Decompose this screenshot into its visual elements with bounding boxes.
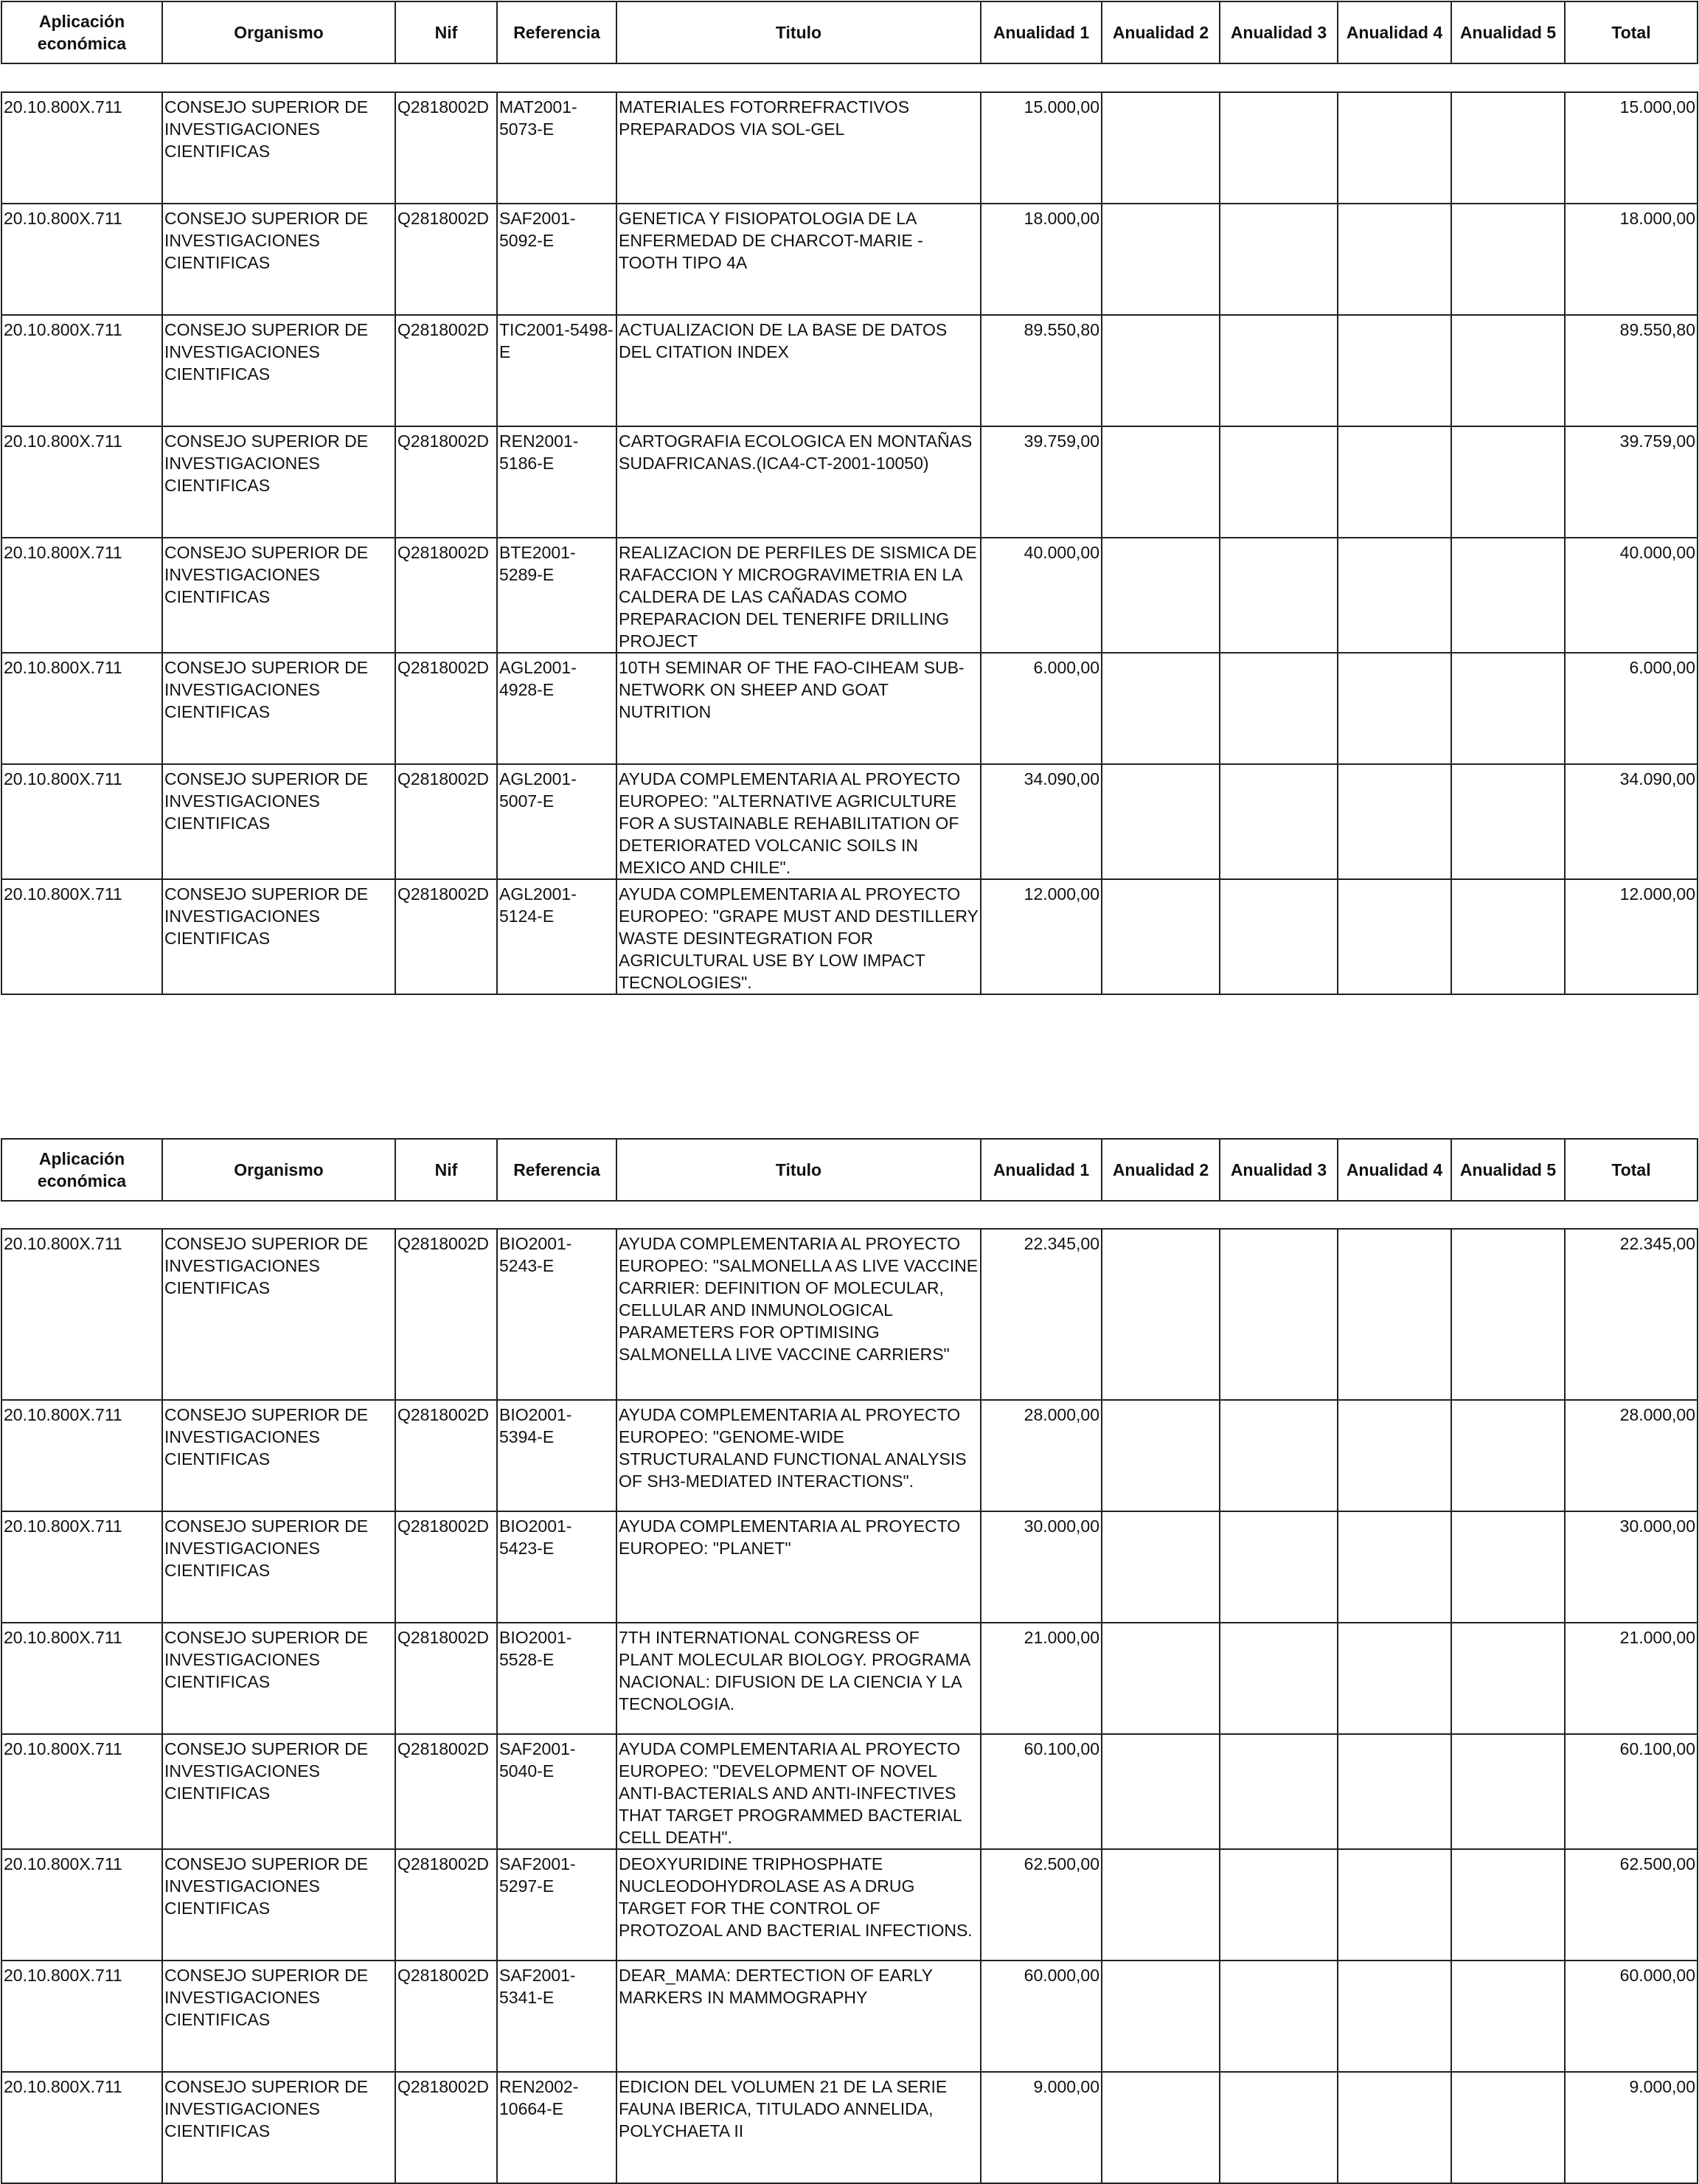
- cell-anualidad-2: [1102, 92, 1220, 204]
- cell-nif: Q2818002D: [395, 2072, 497, 2183]
- cell-titulo: AYUDA COMPLEMENTARIA AL PROYECTO EUROPEO: "GRAPE MUST AND DESTILLERY WASTE DESINTEGRATION FOR AGRICULTURAL USE BY LOW IMPACT TECNOLOGIES".: [616, 879, 981, 994]
- cell-nif: Q2818002D: [395, 426, 497, 538]
- cell-anualidad-3: [1220, 1961, 1338, 2072]
- table-row: [1, 1400, 1698, 1511]
- cell-aplicacion-economica: 20.10.800X.711: [1, 92, 162, 204]
- table-row: [1, 92, 1698, 204]
- column-header-referencia: Referencia: [497, 1, 616, 63]
- table-row: [1, 1511, 1698, 1623]
- data-table: [1, 1228, 1698, 2184]
- cell-aplicacion-economica: 20.10.800X.711: [1, 204, 162, 315]
- cell-organismo: CONSEJO SUPERIOR DE INVESTIGACIONES CIENTIFICAS: [162, 1734, 395, 1849]
- cell-aplicacion-economica: 20.10.800X.711: [1, 1229, 162, 1400]
- table-row: [1, 1623, 1698, 1734]
- cell-anualidad-1: 60.000,00: [981, 1961, 1102, 2072]
- cell-nif: Q2818002D: [395, 764, 497, 879]
- column-header-anualidad-3: Anualidad 3: [1220, 1, 1338, 63]
- cell-anualidad-4: [1338, 538, 1451, 653]
- cell-nif: Q2818002D: [395, 1623, 497, 1734]
- cell-anualidad-4: [1338, 2072, 1451, 2183]
- cell-anualidad-3: [1220, 1734, 1338, 1849]
- cell-nif: Q2818002D: [395, 204, 497, 315]
- cell-anualidad-2: [1102, 1849, 1220, 1961]
- cell-anualidad-4: [1338, 1511, 1451, 1623]
- cell-organismo: CONSEJO SUPERIOR DE INVESTIGACIONES CIENTIFICAS: [162, 653, 395, 764]
- cell-aplicacion-economica: 20.10.800X.711: [1, 538, 162, 653]
- cell-nif: Q2818002D: [395, 1961, 497, 2072]
- cell-anualidad-4: [1338, 1623, 1451, 1734]
- cell-aplicacion-economica: 20.10.800X.711: [1, 1961, 162, 2072]
- cell-anualidad-4: [1338, 879, 1451, 994]
- cell-organismo: CONSEJO SUPERIOR DE INVESTIGACIONES CIENTIFICAS: [162, 1400, 395, 1511]
- table-row: [1, 1849, 1698, 1961]
- table-row: [1, 653, 1698, 764]
- cell-referencia: TIC2001-5498-E: [497, 315, 616, 426]
- cell-titulo: 7TH INTERNATIONAL CONGRESS OF PLANT MOLECULAR BIOLOGY. PROGRAMA NACIONAL: DIFUSION DE LA CIENCIA Y LA TECNOLOGIA.: [616, 1623, 981, 1734]
- cell-titulo: AYUDA COMPLEMENTARIA AL PROYECTO EUROPEO: "DEVELOPMENT OF NOVEL ANTI-BACTERIALS AND ANTI-INFECTIVES THAT TARGET PROGRAMMED BACTERIAL CELL DEATH".: [616, 1734, 981, 1849]
- cell-anualidad-5: [1451, 1400, 1565, 1511]
- cell-titulo: REALIZACION DE PERFILES DE SISMICA DE RAFACCION Y MICROGRAVIMETRIA EN LA CALDERA DE LAS CAÑADAS COMO PREPARACION DEL TENERIFE DRILLING PROJECT: [616, 538, 981, 653]
- cell-anualidad-5: [1451, 1229, 1565, 1400]
- cell-titulo: EDICION DEL VOLUMEN 21 DE LA SERIE FAUNA IBERICA, TITULADO ANNELIDA, POLYCHAETA II: [616, 2072, 981, 2183]
- header-table: [1, 1, 1698, 64]
- cell-organismo: CONSEJO SUPERIOR DE INVESTIGACIONES CIENTIFICAS: [162, 1229, 395, 1400]
- table-row: [1, 538, 1698, 653]
- cell-aplicacion-economica: 20.10.800X.711: [1, 315, 162, 426]
- cell-referencia: MAT2001-5073-E: [497, 92, 616, 204]
- cell-total: 89.550,80: [1565, 315, 1698, 426]
- cell-titulo: MATERIALES FOTORREFRACTIVOS PREPARADOS VIA SOL-GEL: [616, 92, 981, 204]
- cell-nif: Q2818002D: [395, 879, 497, 994]
- cell-anualidad-2: [1102, 1400, 1220, 1511]
- cell-anualidad-5: [1451, 1623, 1565, 1734]
- cell-total: 39.759,00: [1565, 426, 1698, 538]
- column-header-total: Total: [1565, 1139, 1698, 1201]
- cell-organismo: CONSEJO SUPERIOR DE INVESTIGACIONES CIENTIFICAS: [162, 315, 395, 426]
- cell-anualidad-5: [1451, 426, 1565, 538]
- cell-organismo: CONSEJO SUPERIOR DE INVESTIGACIONES CIENTIFICAS: [162, 1849, 395, 1961]
- cell-total: 60.100,00: [1565, 1734, 1698, 1849]
- cell-anualidad-1: 40.000,00: [981, 538, 1102, 653]
- cell-total: 30.000,00: [1565, 1511, 1698, 1623]
- column-header-organismo: Organismo: [162, 1139, 395, 1201]
- cell-nif: Q2818002D: [395, 538, 497, 653]
- cell-referencia: AGL2001-5007-E: [497, 764, 616, 879]
- cell-anualidad-2: [1102, 426, 1220, 538]
- cell-aplicacion-economica: 20.10.800X.711: [1, 1511, 162, 1623]
- cell-anualidad-2: [1102, 764, 1220, 879]
- cell-titulo: CARTOGRAFIA ECOLOGICA EN MONTAÑAS SUDAFRICANAS.(ICA4-CT-2001-10050): [616, 426, 981, 538]
- cell-referencia: REN2001-5186-E: [497, 426, 616, 538]
- cell-titulo: AYUDA COMPLEMENTARIA AL PROYECTO EUROPEO: "ALTERNATIVE AGRICULTURE FOR A SUSTAINABLE REHABILITATION OF DETERIORATED VOLCANIC SOILS IN MEXICO AND CHILE".: [616, 764, 981, 879]
- cell-titulo: AYUDA COMPLEMENTARIA AL PROYECTO EUROPEO: "PLANET": [616, 1511, 981, 1623]
- cell-aplicacion-economica: 20.10.800X.711: [1, 1734, 162, 1849]
- cell-anualidad-1: 18.000,00: [981, 204, 1102, 315]
- column-header-anualidad-2: Anualidad 2: [1102, 1139, 1220, 1201]
- table-row: [1, 204, 1698, 315]
- cell-aplicacion-economica: 20.10.800X.711: [1, 1623, 162, 1734]
- cell-organismo: CONSEJO SUPERIOR DE INVESTIGACIONES CIENTIFICAS: [162, 1623, 395, 1734]
- table-row: [1, 426, 1698, 538]
- cell-anualidad-4: [1338, 426, 1451, 538]
- column-header-titulo: Titulo: [616, 1, 981, 63]
- column-header-nif: Nif: [395, 1139, 497, 1201]
- table-row: [1, 1229, 1698, 1400]
- cell-anualidad-1: 21.000,00: [981, 1623, 1102, 1734]
- cell-anualidad-5: [1451, 764, 1565, 879]
- cell-nif: Q2818002D: [395, 1511, 497, 1623]
- cell-anualidad-3: [1220, 1511, 1338, 1623]
- cell-referencia: BIO2001-5243-E: [497, 1229, 616, 1400]
- cell-total: 18.000,00: [1565, 204, 1698, 315]
- cell-anualidad-2: [1102, 879, 1220, 994]
- cell-anualidad-3: [1220, 1229, 1338, 1400]
- cell-referencia: BIO2001-5394-E: [497, 1400, 616, 1511]
- cell-anualidad-1: 62.500,00: [981, 1849, 1102, 1961]
- column-header-aplicacion-economica: Aplicación económica: [1, 1, 162, 63]
- cell-referencia: SAF2001-5297-E: [497, 1849, 616, 1961]
- cell-total: 60.000,00: [1565, 1961, 1698, 2072]
- cell-anualidad-4: [1338, 764, 1451, 879]
- cell-referencia: BIO2001-5423-E: [497, 1511, 616, 1623]
- cell-nif: Q2818002D: [395, 1734, 497, 1849]
- cell-aplicacion-economica: 20.10.800X.711: [1, 1849, 162, 1961]
- cell-nif: Q2818002D: [395, 1229, 497, 1400]
- cell-organismo: CONSEJO SUPERIOR DE INVESTIGACIONES CIENTIFICAS: [162, 204, 395, 315]
- cell-total: 62.500,00: [1565, 1849, 1698, 1961]
- cell-referencia: BIO2001-5528-E: [497, 1623, 616, 1734]
- table-row: [1, 764, 1698, 879]
- cell-anualidad-3: [1220, 315, 1338, 426]
- cell-anualidad-5: [1451, 538, 1565, 653]
- cell-anualidad-3: [1220, 653, 1338, 764]
- column-header-organismo: Organismo: [162, 1, 395, 63]
- cell-titulo: 10TH SEMINAR OF THE FAO-CIHEAM SUB-NETWORK ON SHEEP AND GOAT NUTRITION: [616, 653, 981, 764]
- cell-organismo: CONSEJO SUPERIOR DE INVESTIGACIONES CIENTIFICAS: [162, 538, 395, 653]
- cell-anualidad-1: 12.000,00: [981, 879, 1102, 994]
- cell-total: 34.090,00: [1565, 764, 1698, 879]
- column-header-total: Total: [1565, 1, 1698, 63]
- column-header-anualidad-5: Anualidad 5: [1451, 1, 1565, 63]
- cell-anualidad-3: [1220, 1623, 1338, 1734]
- data-table: [1, 91, 1698, 995]
- cell-anualidad-3: [1220, 2072, 1338, 2183]
- column-header-anualidad-1: Anualidad 1: [981, 1139, 1102, 1201]
- cell-anualidad-5: [1451, 879, 1565, 994]
- cell-anualidad-2: [1102, 1623, 1220, 1734]
- cell-anualidad-1: 30.000,00: [981, 1511, 1102, 1623]
- column-header-anualidad-3: Anualidad 3: [1220, 1139, 1338, 1201]
- cell-anualidad-4: [1338, 1734, 1451, 1849]
- cell-anualidad-1: 60.100,00: [981, 1734, 1102, 1849]
- cell-aplicacion-economica: 20.10.800X.711: [1, 1400, 162, 1511]
- cell-anualidad-5: [1451, 1734, 1565, 1849]
- table-row: [1, 315, 1698, 426]
- cell-referencia: SAF2001-5040-E: [497, 1734, 616, 1849]
- cell-anualidad-3: [1220, 426, 1338, 538]
- table-row: [1, 879, 1698, 994]
- cell-anualidad-3: [1220, 1400, 1338, 1511]
- cell-referencia: BTE2001-5289-E: [497, 538, 616, 653]
- cell-anualidad-2: [1102, 315, 1220, 426]
- cell-anualidad-5: [1451, 653, 1565, 764]
- cell-aplicacion-economica: 20.10.800X.711: [1, 764, 162, 879]
- cell-anualidad-4: [1338, 204, 1451, 315]
- cell-total: 9.000,00: [1565, 2072, 1698, 2183]
- column-header-anualidad-4: Anualidad 4: [1338, 1139, 1451, 1201]
- cell-anualidad-2: [1102, 1511, 1220, 1623]
- cell-nif: Q2818002D: [395, 1849, 497, 1961]
- cell-anualidad-1: 39.759,00: [981, 426, 1102, 538]
- column-header-anualidad-2: Anualidad 2: [1102, 1, 1220, 63]
- cell-total: 21.000,00: [1565, 1623, 1698, 1734]
- column-header-anualidad-4: Anualidad 4: [1338, 1, 1451, 63]
- cell-anualidad-5: [1451, 1511, 1565, 1623]
- cell-anualidad-2: [1102, 2072, 1220, 2183]
- header-table: [1, 1138, 1698, 1202]
- cell-anualidad-3: [1220, 538, 1338, 653]
- cell-anualidad-2: [1102, 653, 1220, 764]
- cell-organismo: CONSEJO SUPERIOR DE INVESTIGACIONES CIENTIFICAS: [162, 426, 395, 538]
- cell-anualidad-2: [1102, 1734, 1220, 1849]
- cell-anualidad-3: [1220, 764, 1338, 879]
- cell-titulo: GENETICA Y FISIOPATOLOGIA DE LA ENFERMEDAD DE CHARCOT-MARIE - TOOTH TIPO 4A: [616, 204, 981, 315]
- cell-titulo: DEOXYURIDINE TRIPHOSPHATE NUCLEODOHYDROLASE AS A DRUG TARGET FOR THE CONTROL OF PROTOZOAL AND BACTERIAL INFECTIONS.: [616, 1849, 981, 1961]
- cell-anualidad-1: 89.550,80: [981, 315, 1102, 426]
- column-header-aplicacion-economica: Aplicación económica: [1, 1139, 162, 1201]
- cell-total: 40.000,00: [1565, 538, 1698, 653]
- cell-titulo: DEAR_MAMA: DERTECTION OF EARLY MARKERS IN MAMMOGRAPHY: [616, 1961, 981, 2072]
- table-row: [1, 2072, 1698, 2183]
- cell-referencia: REN2002-10664-E: [497, 2072, 616, 2183]
- cell-anualidad-3: [1220, 92, 1338, 204]
- cell-anualidad-2: [1102, 1961, 1220, 2072]
- cell-anualidad-4: [1338, 315, 1451, 426]
- cell-aplicacion-economica: 20.10.800X.711: [1, 2072, 162, 2183]
- cell-anualidad-5: [1451, 1961, 1565, 2072]
- cell-total: 6.000,00: [1565, 653, 1698, 764]
- table-row: [1, 1734, 1698, 1849]
- cell-anualidad-5: [1451, 2072, 1565, 2183]
- cell-referencia: SAF2001-5341-E: [497, 1961, 616, 2072]
- cell-anualidad-5: [1451, 1849, 1565, 1961]
- cell-titulo: AYUDA COMPLEMENTARIA AL PROYECTO EUROPEO: "GENOME-WIDE STRUCTURALAND FUNCTIONAL ANALYSIS OF SH3-MEDIATED INTERACTIONS".: [616, 1400, 981, 1511]
- cell-anualidad-2: [1102, 204, 1220, 315]
- cell-titulo: AYUDA COMPLEMENTARIA AL PROYECTO EUROPEO: "SALMONELLA AS LIVE VACCINE CARRIER: DEFINITION OF MOLECULAR, CELLULAR AND INMUNOLOGICAL PARAMETERS FOR OPTIMISING SALMONELLA LIVE VACCINE CARRIERS": [616, 1229, 981, 1400]
- cell-organismo: CONSEJO SUPERIOR DE INVESTIGACIONES CIENTIFICAS: [162, 1511, 395, 1623]
- cell-anualidad-4: [1338, 92, 1451, 204]
- cell-anualidad-2: [1102, 538, 1220, 653]
- table-row: [1, 1961, 1698, 2072]
- cell-anualidad-4: [1338, 1229, 1451, 1400]
- cell-total: 28.000,00: [1565, 1400, 1698, 1511]
- cell-organismo: CONSEJO SUPERIOR DE INVESTIGACIONES CIENTIFICAS: [162, 1961, 395, 2072]
- cell-organismo: CONSEJO SUPERIOR DE INVESTIGACIONES CIENTIFICAS: [162, 92, 395, 204]
- cell-titulo: ACTUALIZACION DE LA BASE DE DATOS DEL CITATION INDEX: [616, 315, 981, 426]
- cell-nif: Q2818002D: [395, 92, 497, 204]
- cell-organismo: CONSEJO SUPERIOR DE INVESTIGACIONES CIENTIFICAS: [162, 764, 395, 879]
- cell-aplicacion-economica: 20.10.800X.711: [1, 426, 162, 538]
- cell-referencia: AGL2001-5124-E: [497, 879, 616, 994]
- cell-anualidad-3: [1220, 204, 1338, 315]
- cell-anualidad-4: [1338, 1849, 1451, 1961]
- cell-organismo: CONSEJO SUPERIOR DE INVESTIGACIONES CIENTIFICAS: [162, 2072, 395, 2183]
- cell-nif: Q2818002D: [395, 653, 497, 764]
- cell-referencia: AGL2001-4928-E: [497, 653, 616, 764]
- cell-anualidad-4: [1338, 1400, 1451, 1511]
- column-header-titulo: Titulo: [616, 1139, 981, 1201]
- cell-anualidad-5: [1451, 315, 1565, 426]
- cell-nif: Q2818002D: [395, 1400, 497, 1511]
- cell-anualidad-1: 6.000,00: [981, 653, 1102, 764]
- cell-anualidad-2: [1102, 1229, 1220, 1400]
- cell-anualidad-1: 22.345,00: [981, 1229, 1102, 1400]
- cell-total: 22.345,00: [1565, 1229, 1698, 1400]
- cell-anualidad-3: [1220, 1849, 1338, 1961]
- cell-anualidad-4: [1338, 653, 1451, 764]
- cell-anualidad-1: 28.000,00: [981, 1400, 1102, 1511]
- cell-total: 15.000,00: [1565, 92, 1698, 204]
- column-header-referencia: Referencia: [497, 1139, 616, 1201]
- cell-organismo: CONSEJO SUPERIOR DE INVESTIGACIONES CIENTIFICAS: [162, 879, 395, 994]
- cell-anualidad-5: [1451, 92, 1565, 204]
- cell-anualidad-1: 34.090,00: [981, 764, 1102, 879]
- cell-aplicacion-economica: 20.10.800X.711: [1, 879, 162, 994]
- cell-anualidad-1: 9.000,00: [981, 2072, 1102, 2183]
- cell-total: 12.000,00: [1565, 879, 1698, 994]
- column-header-anualidad-1: Anualidad 1: [981, 1, 1102, 63]
- cell-anualidad-1: 15.000,00: [981, 92, 1102, 204]
- cell-anualidad-4: [1338, 1961, 1451, 2072]
- column-header-anualidad-5: Anualidad 5: [1451, 1139, 1565, 1201]
- cell-aplicacion-economica: 20.10.800X.711: [1, 653, 162, 764]
- cell-anualidad-3: [1220, 879, 1338, 994]
- cell-anualidad-5: [1451, 204, 1565, 315]
- column-header-nif: Nif: [395, 1, 497, 63]
- cell-referencia: SAF2001-5092-E: [497, 204, 616, 315]
- cell-nif: Q2818002D: [395, 315, 497, 426]
